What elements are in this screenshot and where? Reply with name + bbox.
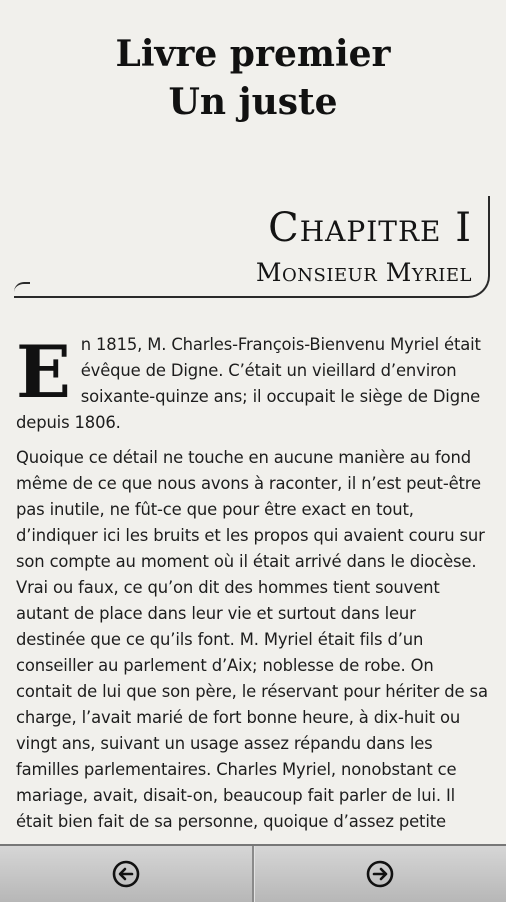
next-page-button[interactable] (254, 846, 506, 902)
book-title (0, 30, 506, 126)
bottom-navigation-bar (0, 844, 506, 902)
paragraph-2: Quoique ce détail ne touche en aucune manière au fond même de ce que nous avons à raconter, il n’est peut-être pas inutile, ne fût-ce que pour être exact en tout, d’indiquer ici les bruits et les propos qui avaient couru sur son compte au moment où il était arrivé dans le diocèse. Vrai ou faux, ce qu’on dit des hommes tient souvent autant de place dans leur vie et surtout dans leur destinée que ce qu’ils font. M. Myriel était fils d’un conseiller au parlement d’Aix; noblesse de robe. On contait de lui que son père, le réservant pour hériter de sa charge, l’avait marié de fort bonne heure, à dix-huit ou vingt ans, suivant un usage assez répandu dans les familles parlementaires. Charles Myriel, nonobstant ce mariage, avait, disait-on, beaucoup fait parler de lui. Il était bien fait de sa personne, quoique d’assez petite (16, 445, 488, 835)
previous-page-button[interactable] (0, 846, 254, 902)
paragraph-1-text: n 1815, M. Charles-François-Bienvenu Myriel était évêque de Digne. C’était un vieillard d’environ soixante-quinze ans; il occupait le siège de Digne depuis 1806. (16, 335, 481, 432)
chapter-name: Monsieur Myriel (256, 258, 472, 288)
chapter-text (16, 332, 488, 838)
book-title-line2: Un juste (0, 78, 506, 126)
chapter-header (14, 196, 490, 298)
chapter-number: Chapitre I (268, 202, 472, 254)
book-title-line1: Livre premier (0, 30, 506, 78)
paragraph-1 (16, 332, 488, 436)
arrow-right-circle-icon (365, 859, 395, 889)
arrow-left-circle-icon (111, 859, 141, 889)
drop-cap: E (16, 338, 71, 406)
